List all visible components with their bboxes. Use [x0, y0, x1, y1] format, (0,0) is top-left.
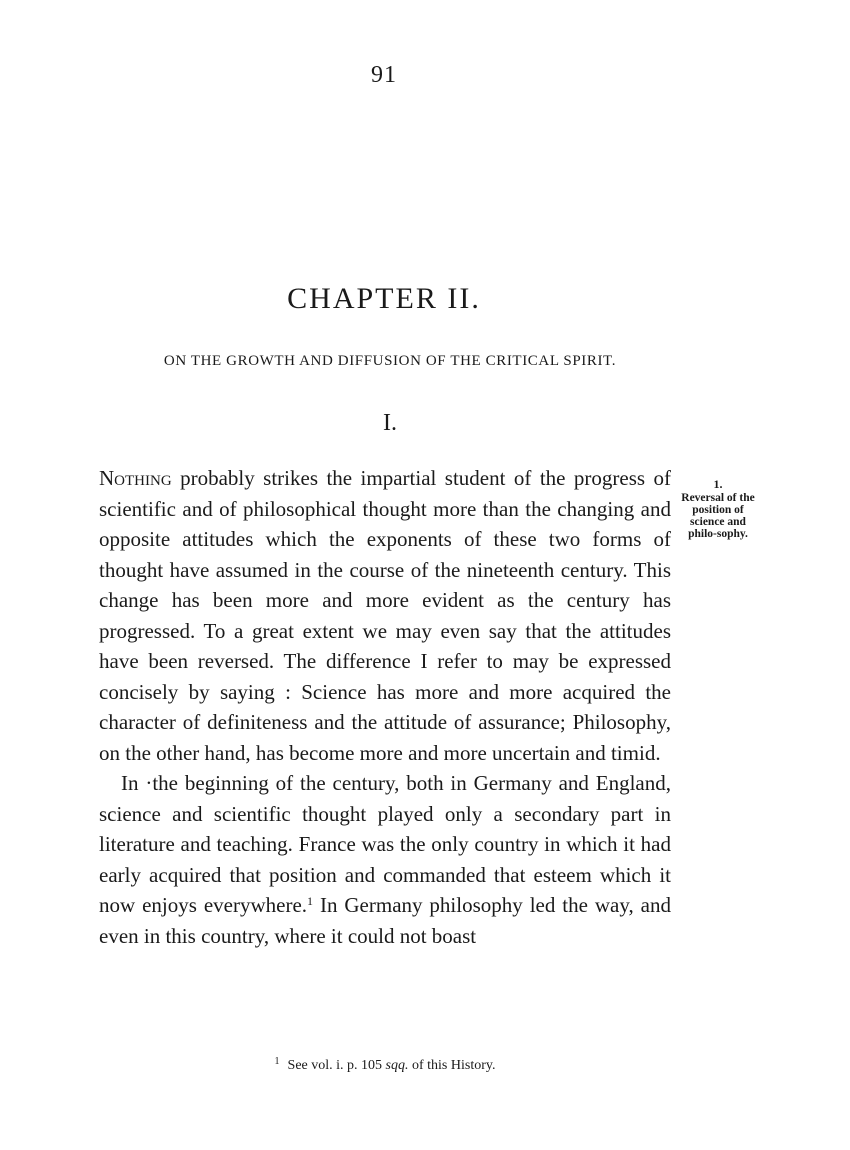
chapter-subtitle: ON THE GROWTH AND DIFFUSION OF THE CRITICAL SPIRIT.	[163, 353, 617, 369]
margin-note	[677, 478, 759, 540]
footnote-text-after: of this History.	[408, 1058, 496, 1073]
paragraph-2-text-before: In ·the beginning of the century, both in Germany and England, science and scientific thought played only a secondary part in literature and teaching. France was the only country in which it had early acquired that position and commanded that esteem which it now enjoys everywhere.	[99, 771, 671, 917]
footnote-italic: sqq.	[385, 1058, 409, 1073]
margin-note-text: Reversal of the position of science and philo-sophy.	[681, 492, 755, 540]
footnote	[0, 1056, 770, 1074]
paragraph-1-text: probably strikes the impartial student of the progress of scientific and of philosophical thought more than the changing and opposite attitudes which the exponents of these two forms of thought have assumed in the course of the nineteenth century. This change has been more and more evident as the century has progressed. To a great extent we may even say that the attitudes have been reversed. The difference I refer to may be expressed concisely by saying : Science has more and more acquired the character of definiteness and the attitude of assurance; Philosophy, on the other hand, has become more and more uncertain and timid.	[99, 466, 671, 765]
section-numeral: I.	[383, 410, 397, 436]
margin-note-number: 1.	[713, 477, 723, 491]
chapter-title: CHAPTER II.	[287, 282, 481, 315]
paragraph-1	[99, 463, 671, 768]
page-number: 91	[371, 62, 397, 88]
paragraph-2-text-after: In Germany philosophy led the way, and even in this country, where it could not boast	[99, 893, 671, 948]
body-text	[99, 463, 671, 951]
paragraph-2	[99, 768, 671, 951]
footnote-reference[interactable]: 1	[307, 894, 314, 908]
paragraph-lead-word: Nothing	[99, 466, 172, 490]
footnote-text-before: See vol. i. p. 105	[287, 1058, 386, 1073]
footnote-mark: 1	[274, 1056, 280, 1067]
